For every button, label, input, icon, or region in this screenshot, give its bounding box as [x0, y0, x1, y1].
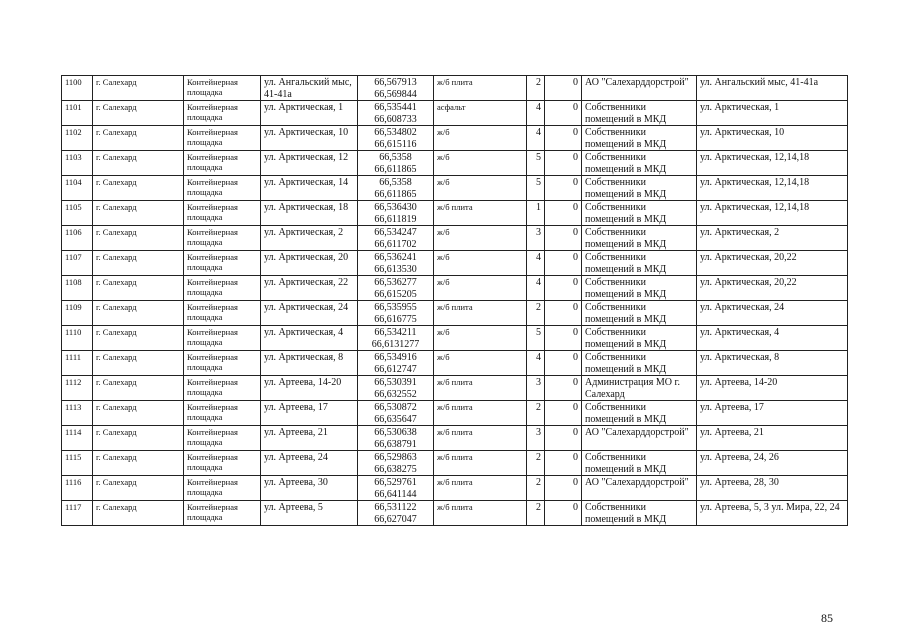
cell-site-type: Контейнерная площадка [184, 476, 261, 501]
cell-coordinates: 66,530391 66,632552 [358, 376, 434, 401]
cell-coordinates: 66,530638 66,638791 [358, 426, 434, 451]
cell-container-count: 3 [527, 426, 545, 451]
cell-surface: ж/б [434, 151, 527, 176]
cell-city: г. Салехард [93, 501, 184, 526]
cell-city: г. Салехард [93, 226, 184, 251]
cell-site-type: Контейнерная площадка [184, 351, 261, 376]
cell-address: ул. Арктическая, 24 [261, 301, 358, 326]
table-row [62, 126, 848, 151]
cell-sources: ул. Артеева, 17 [697, 401, 848, 426]
cell-volume: 0 [545, 476, 582, 501]
cell-number: 1108 [62, 276, 93, 301]
table-row [62, 201, 848, 226]
cell-city: г. Салехард [93, 101, 184, 126]
cell-surface: ж/б плита [434, 451, 527, 476]
cell-surface: ж/б [434, 251, 527, 276]
table-row [62, 76, 848, 101]
cell-owner: Собственники помещений в МКД [582, 451, 697, 476]
cell-volume: 0 [545, 451, 582, 476]
table-row [62, 426, 848, 451]
cell-owner: Собственники помещений в МКД [582, 401, 697, 426]
cell-site-type: Контейнерная площадка [184, 276, 261, 301]
cell-address: ул. Арктическая, 4 [261, 326, 358, 351]
cell-address: ул. Артеева, 17 [261, 401, 358, 426]
cell-surface: ж/б плита [434, 476, 527, 501]
cell-sources: ул. Ангальский мыс, 41-41а [697, 76, 848, 101]
cell-address: ул. Арктическая, 1 [261, 101, 358, 126]
cell-city: г. Салехард [93, 126, 184, 151]
cell-address: ул. Арктическая, 20 [261, 251, 358, 276]
cell-surface: ж/б плита [434, 76, 527, 101]
cell-container-count: 5 [527, 326, 545, 351]
cell-city: г. Салехард [93, 351, 184, 376]
cell-city: г. Салехард [93, 476, 184, 501]
cell-owner: Собственники помещений в МКД [582, 251, 697, 276]
table-row [62, 326, 848, 351]
cell-container-count: 4 [527, 251, 545, 276]
table-row [62, 301, 848, 326]
cell-site-type: Контейнерная площадка [184, 326, 261, 351]
cell-sources: ул. Арктическая, 20,22 [697, 276, 848, 301]
table-row [62, 476, 848, 501]
cell-coordinates: 66,536277 66,615205 [358, 276, 434, 301]
cell-container-count: 2 [527, 476, 545, 501]
cell-volume: 0 [545, 151, 582, 176]
cell-owner: Администрация МО г. Салехард [582, 376, 697, 401]
cell-sources: ул. Артеева, 21 [697, 426, 848, 451]
cell-container-count: 2 [527, 301, 545, 326]
cell-volume: 0 [545, 76, 582, 101]
cell-address: ул. Артеева, 14-20 [261, 376, 358, 401]
cell-container-count: 4 [527, 126, 545, 151]
cell-owner: АО "Салехарддорстрой" [582, 76, 697, 101]
cell-volume: 0 [545, 226, 582, 251]
table-row [62, 351, 848, 376]
cell-site-type: Контейнерная площадка [184, 151, 261, 176]
cell-coordinates: 66,535955 66,616775 [358, 301, 434, 326]
cell-sources: ул. Арктическая, 8 [697, 351, 848, 376]
cell-coordinates: 66,536430 66,611819 [358, 201, 434, 226]
cell-owner: Собственники помещений в МКД [582, 326, 697, 351]
cell-volume: 0 [545, 251, 582, 276]
table-row [62, 451, 848, 476]
cell-owner: АО "Салехарддорстрой" [582, 476, 697, 501]
cell-coordinates: 66,534211 66,6131277 [358, 326, 434, 351]
cell-owner: Собственники помещений в МКД [582, 151, 697, 176]
cell-container-count: 3 [527, 226, 545, 251]
cell-owner: Собственники помещений в МКД [582, 301, 697, 326]
cell-number: 1105 [62, 201, 93, 226]
cell-site-type: Контейнерная площадка [184, 401, 261, 426]
cell-city: г. Салехард [93, 151, 184, 176]
cell-container-count: 2 [527, 501, 545, 526]
table-row [62, 226, 848, 251]
cell-coordinates: 66,534802 66,615116 [358, 126, 434, 151]
cell-number: 1116 [62, 476, 93, 501]
cell-number: 1110 [62, 326, 93, 351]
cell-sources: ул. Артеева, 24, 26 [697, 451, 848, 476]
table-row [62, 176, 848, 201]
cell-container-count: 1 [527, 201, 545, 226]
cell-number: 1104 [62, 176, 93, 201]
cell-owner: Собственники помещений в МКД [582, 501, 697, 526]
cell-coordinates: 66,531122 66,627047 [358, 501, 434, 526]
table-row [62, 376, 848, 401]
cell-site-type: Контейнерная площадка [184, 201, 261, 226]
cell-owner: Собственники помещений в МКД [582, 126, 697, 151]
cell-coordinates: 66,529761 66,641144 [358, 476, 434, 501]
table-row [62, 401, 848, 426]
cell-number: 1103 [62, 151, 93, 176]
cell-address: ул. Арктическая, 14 [261, 176, 358, 201]
cell-address: ул. Арктическая, 22 [261, 276, 358, 301]
cell-city: г. Салехард [93, 76, 184, 101]
cell-number: 1114 [62, 426, 93, 451]
cell-owner: Собственники помещений в МКД [582, 201, 697, 226]
cell-address: ул. Артеева, 5 [261, 501, 358, 526]
cell-coordinates: 66,530872 66,635647 [358, 401, 434, 426]
cell-city: г. Салехард [93, 276, 184, 301]
cell-city: г. Салехард [93, 326, 184, 351]
cell-site-type: Контейнерная площадка [184, 101, 261, 126]
cell-sources: ул. Арктическая, 4 [697, 326, 848, 351]
cell-city: г. Салехард [93, 201, 184, 226]
cell-city: г. Салехард [93, 376, 184, 401]
cell-number: 1106 [62, 226, 93, 251]
cell-container-count: 5 [527, 151, 545, 176]
cell-number: 1101 [62, 101, 93, 126]
cell-site-type: Контейнерная площадка [184, 226, 261, 251]
cell-surface: ж/б [434, 276, 527, 301]
cell-volume: 0 [545, 426, 582, 451]
cell-container-count: 5 [527, 176, 545, 201]
cell-number: 1111 [62, 351, 93, 376]
cell-number: 1109 [62, 301, 93, 326]
cell-city: г. Салехард [93, 176, 184, 201]
cell-owner: Собственники помещений в МКД [582, 276, 697, 301]
cell-container-count: 4 [527, 276, 545, 301]
cell-volume: 0 [545, 351, 582, 376]
cell-coordinates: 66,534247 66,611702 [358, 226, 434, 251]
cell-sources: ул. Арктическая, 12,14,18 [697, 176, 848, 201]
cell-number: 1100 [62, 76, 93, 101]
cell-city: г. Салехард [93, 451, 184, 476]
cell-site-type: Контейнерная площадка [184, 76, 261, 101]
cell-sources: ул. Арктическая, 12,14,18 [697, 201, 848, 226]
cell-container-count: 4 [527, 101, 545, 126]
cell-surface: ж/б плита [434, 301, 527, 326]
cell-site-type: Контейнерная площадка [184, 126, 261, 151]
cell-site-type: Контейнерная площадка [184, 176, 261, 201]
registry-table [61, 75, 848, 526]
cell-sources: ул. Артеева, 28, 30 [697, 476, 848, 501]
cell-container-count: 3 [527, 376, 545, 401]
cell-sources: ул. Арктическая, 12,14,18 [697, 151, 848, 176]
cell-surface: ж/б [434, 226, 527, 251]
cell-site-type: Контейнерная площадка [184, 451, 261, 476]
cell-surface: ж/б плита [434, 501, 527, 526]
cell-city: г. Салехард [93, 301, 184, 326]
cell-owner: АО "Салехарддорстрой" [582, 426, 697, 451]
cell-city: г. Салехард [93, 401, 184, 426]
cell-address: ул. Артеева, 21 [261, 426, 358, 451]
cell-coordinates: 66,5358 66,611865 [358, 176, 434, 201]
cell-volume: 0 [545, 501, 582, 526]
cell-sources: ул. Артеева, 5, 3 ул. Мира, 22, 24 [697, 501, 848, 526]
cell-container-count: 2 [527, 401, 545, 426]
cell-volume: 0 [545, 376, 582, 401]
cell-surface: ж/б плита [434, 376, 527, 401]
cell-number: 1115 [62, 451, 93, 476]
cell-volume: 0 [545, 276, 582, 301]
cell-owner: Собственники помещений в МКД [582, 176, 697, 201]
table-row [62, 101, 848, 126]
cell-owner: Собственники помещений в МКД [582, 101, 697, 126]
cell-surface: ж/б [434, 351, 527, 376]
cell-address: ул. Ангальский мыс, 41-41а [261, 76, 358, 101]
cell-site-type: Контейнерная площадка [184, 301, 261, 326]
cell-number: 1113 [62, 401, 93, 426]
cell-coordinates: 66,535441 66,608733 [358, 101, 434, 126]
cell-surface: ж/б плита [434, 401, 527, 426]
cell-city: г. Салехард [93, 426, 184, 451]
cell-volume: 0 [545, 201, 582, 226]
cell-city: г. Салехард [93, 251, 184, 276]
cell-coordinates: 66,534916 66,612747 [358, 351, 434, 376]
cell-sources: ул. Арктическая, 24 [697, 301, 848, 326]
cell-address: ул. Артеева, 30 [261, 476, 358, 501]
cell-sources: ул. Арктическая, 20,22 [697, 251, 848, 276]
table-row [62, 501, 848, 526]
cell-container-count: 4 [527, 351, 545, 376]
cell-sources: ул. Арктическая, 2 [697, 226, 848, 251]
cell-sources: ул. Арктическая, 10 [697, 126, 848, 151]
cell-owner: Собственники помещений в МКД [582, 226, 697, 251]
cell-coordinates: 66,5358 66,611865 [358, 151, 434, 176]
cell-coordinates: 66,529863 66,638275 [358, 451, 434, 476]
cell-volume: 0 [545, 176, 582, 201]
cell-container-count: 2 [527, 451, 545, 476]
cell-address: ул. Арктическая, 2 [261, 226, 358, 251]
cell-coordinates: 66,567913 66,569844 [358, 76, 434, 101]
cell-number: 1107 [62, 251, 93, 276]
cell-surface: ж/б [434, 176, 527, 201]
cell-volume: 0 [545, 101, 582, 126]
cell-volume: 0 [545, 326, 582, 351]
cell-address: ул. Арктическая, 12 [261, 151, 358, 176]
cell-coordinates: 66,536241 66,613530 [358, 251, 434, 276]
cell-surface: ж/б [434, 126, 527, 151]
cell-site-type: Контейнерная площадка [184, 376, 261, 401]
cell-address: ул. Артеева, 24 [261, 451, 358, 476]
cell-address: ул. Арктическая, 18 [261, 201, 358, 226]
cell-address: ул. Арктическая, 10 [261, 126, 358, 151]
cell-address: ул. Арктическая, 8 [261, 351, 358, 376]
cell-site-type: Контейнерная площадка [184, 426, 261, 451]
cell-number: 1112 [62, 376, 93, 401]
cell-site-type: Контейнерная площадка [184, 251, 261, 276]
cell-surface: асфальт [434, 101, 527, 126]
cell-number: 1117 [62, 501, 93, 526]
table-row [62, 151, 848, 176]
cell-volume: 0 [545, 126, 582, 151]
table-body [62, 76, 848, 526]
table-row [62, 276, 848, 301]
cell-volume: 0 [545, 301, 582, 326]
page-number: 85 [821, 611, 833, 625]
table-row [62, 251, 848, 276]
cell-sources: ул. Арктическая, 1 [697, 101, 848, 126]
cell-container-count: 2 [527, 76, 545, 101]
cell-surface: ж/б плита [434, 426, 527, 451]
cell-surface: ж/б плита [434, 201, 527, 226]
cell-site-type: Контейнерная площадка [184, 501, 261, 526]
cell-volume: 0 [545, 401, 582, 426]
cell-number: 1102 [62, 126, 93, 151]
cell-sources: ул. Артеева, 14-20 [697, 376, 848, 401]
cell-surface: ж/б [434, 326, 527, 351]
cell-owner: Собственники помещений в МКД [582, 351, 697, 376]
